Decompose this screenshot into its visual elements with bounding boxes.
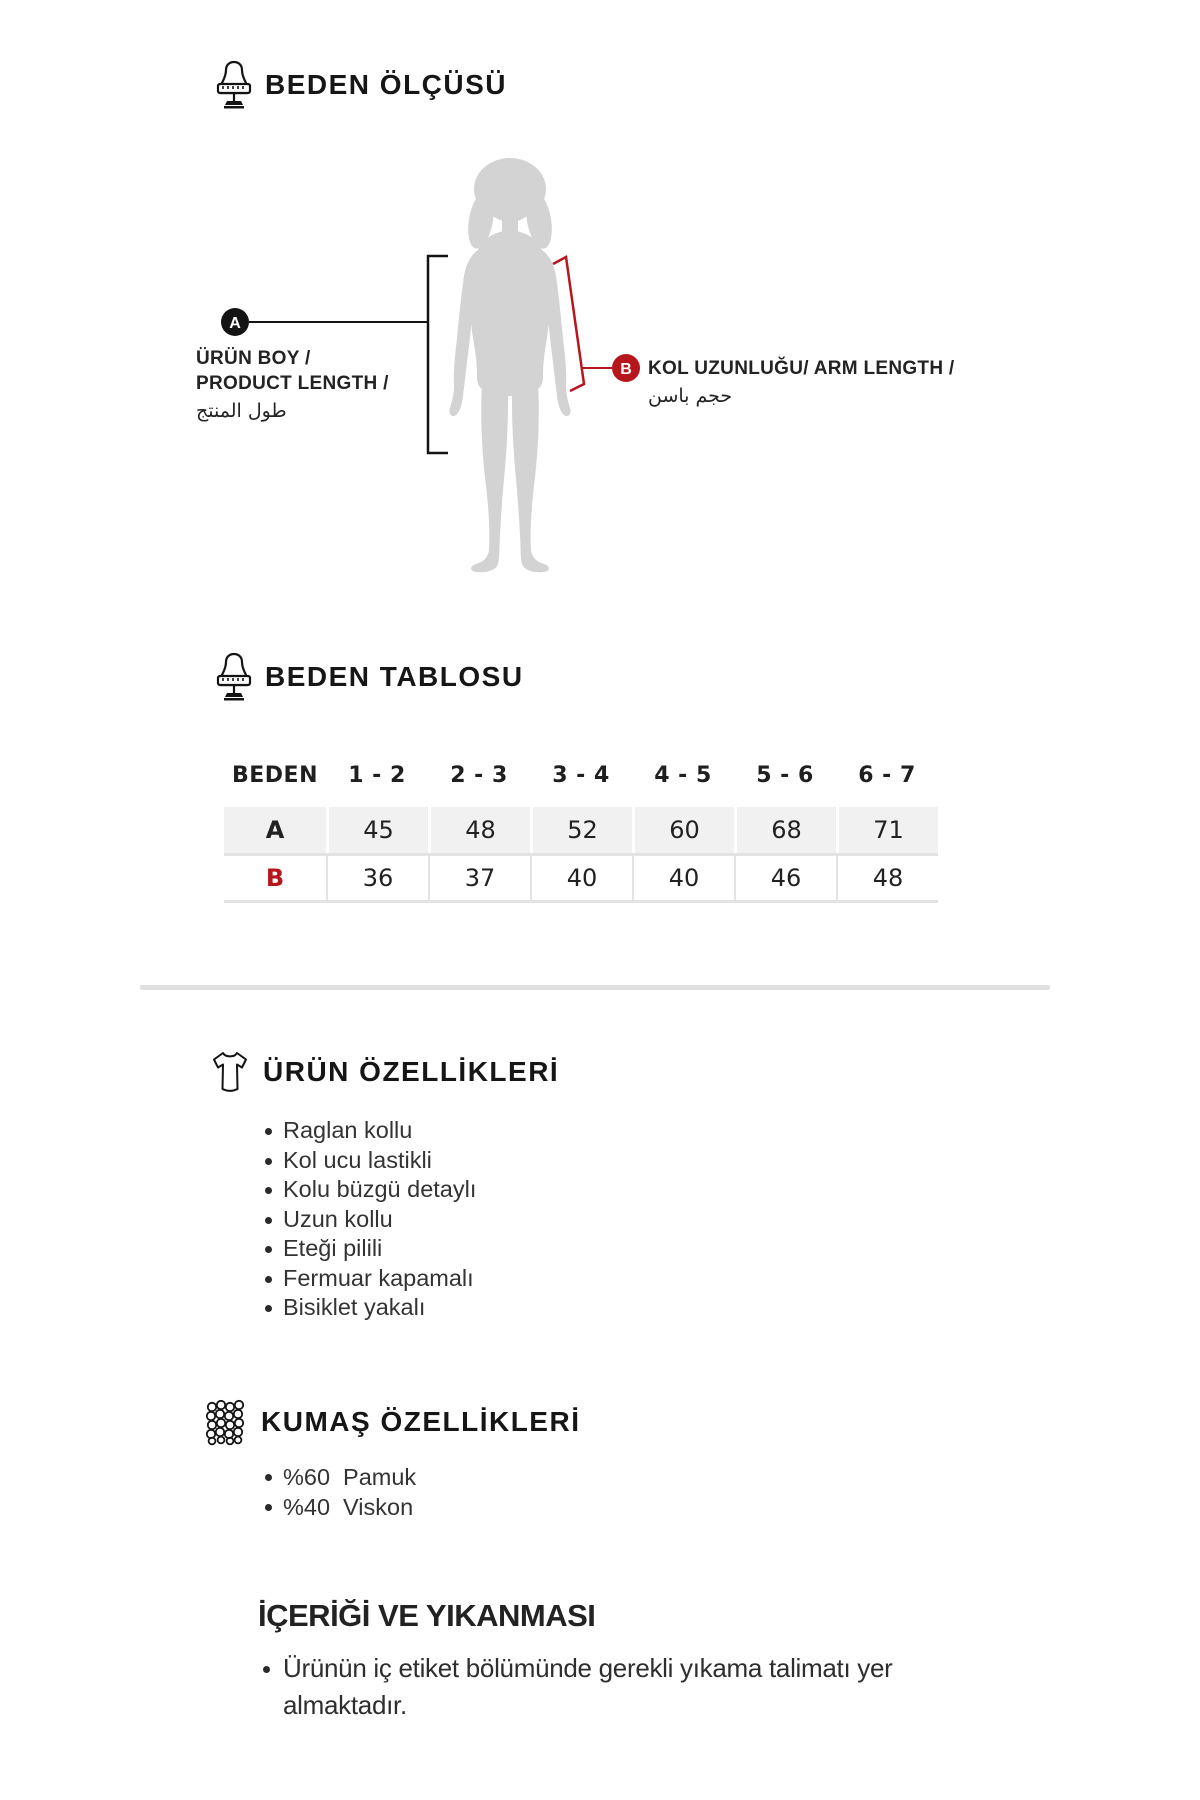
mannequin-icon: [216, 652, 252, 702]
column-header: BEDEN: [232, 762, 318, 788]
label-b-line-ar: حجم باسن: [648, 385, 733, 407]
size-measure-header: [216, 60, 507, 110]
fabric-name: Pamuk: [343, 1464, 417, 1490]
product-features-title: ÜRÜN ÖZELLİKLERİ: [263, 1056, 560, 1087]
product-features-list: [262, 1116, 476, 1323]
marker-a-letter: A: [229, 315, 241, 332]
feature-item: Eteği pilili: [262, 1234, 476, 1264]
marker-b-letter: B: [620, 361, 632, 378]
section-divider: [140, 985, 1050, 990]
table-cell: 60: [632, 807, 734, 853]
feature-item: Uzun kollu: [262, 1205, 476, 1235]
label-a-line-en: PRODUCT LENGTH /: [196, 373, 389, 394]
length-bracket: [428, 256, 448, 453]
care-list: [260, 1650, 950, 1724]
label-a-line-tr: ÜRÜN BOY /: [196, 348, 311, 369]
row-a-label: A: [265, 816, 285, 844]
label-arm-length: [648, 356, 955, 409]
table-cell: 40: [632, 856, 734, 900]
label-a-line-ar: طول المنتج: [196, 400, 287, 422]
column-header: 3 - 4: [552, 762, 610, 788]
column-header: 5 - 6: [756, 762, 814, 788]
table-row-b: [224, 856, 938, 903]
care-item: Ürünün iç etiket bölümünde gerekli yıkama talimatı yer almaktadır.: [260, 1650, 950, 1724]
table-cell: 52: [530, 807, 632, 853]
table-cell: 48: [428, 807, 530, 853]
fabric-percent: %60: [283, 1464, 331, 1490]
column-header: 2 - 3: [450, 762, 508, 788]
feature-item: Kolu büzgü detaylı: [262, 1175, 476, 1205]
row-b-label: B: [265, 864, 285, 892]
table-cell: 36: [326, 856, 428, 900]
table-cell: 45: [326, 807, 428, 853]
size-measure-title: BEDEN ÖLÇÜSÜ: [265, 69, 508, 100]
column-header: 4 - 5: [654, 762, 712, 788]
fabric-item: [262, 1492, 416, 1522]
table-cell: 68: [734, 807, 836, 853]
table-cell: 71: [836, 807, 938, 853]
size-table-title: BEDEN TABLOSU: [265, 661, 524, 692]
tshirt-icon: [210, 1050, 250, 1094]
arm-bracket: [553, 257, 584, 391]
column-header: 6 - 7: [858, 762, 916, 788]
table-cell: 37: [428, 856, 530, 900]
fabric-icon: [204, 1398, 248, 1446]
size-table-header-row: [224, 752, 938, 798]
size-table: [224, 752, 938, 903]
size-table-header: [216, 652, 524, 702]
label-product-length: [196, 346, 389, 424]
fabric-name: Viskon: [343, 1494, 414, 1520]
fabric-list: [262, 1462, 416, 1522]
mannequin-base: [225, 101, 243, 105]
fabric-features-title: KUMAŞ ÖZELLİKLERİ: [261, 1406, 581, 1437]
mannequin-icon: [216, 60, 252, 110]
feature-item: Bisiklet yakalı: [262, 1293, 476, 1323]
feature-item: Raglan kollu: [262, 1116, 476, 1146]
column-header: 1 - 2: [348, 762, 406, 788]
table-row-a: [224, 807, 938, 856]
label-b-line: KOL UZUNLUĞU/ ARM LENGTH /: [648, 358, 955, 379]
product-features-header: [210, 1050, 559, 1094]
fabric-percent: %40: [283, 1494, 331, 1520]
feature-item: Fermuar kapamalı: [262, 1264, 476, 1294]
feature-item: Kol ucu lastikli: [262, 1146, 476, 1176]
care-title: İÇERİĞİ VE YIKANMASI: [258, 1598, 596, 1633]
fabric-features-header: [204, 1398, 581, 1446]
table-cell: 48: [836, 856, 938, 900]
table-cell: 40: [530, 856, 632, 900]
fabric-item: [262, 1462, 416, 1492]
table-cell: 46: [734, 856, 836, 900]
